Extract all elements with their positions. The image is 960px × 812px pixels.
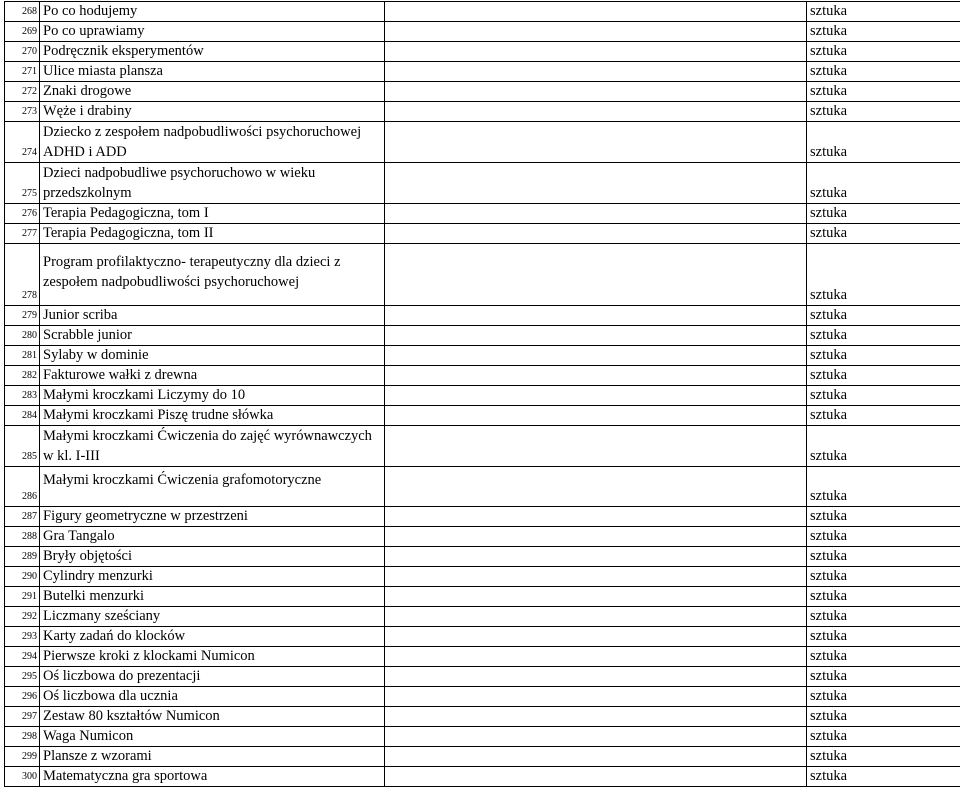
item-name: Dzieci nadpobudliwe psychoruchowo w wieku przedszkolnym <box>43 165 316 201</box>
empty-cell <box>385 727 807 747</box>
row-number: 275 <box>5 163 40 204</box>
unit-cell: sztuka <box>807 507 960 527</box>
table-row <box>5 727 960 747</box>
empty-cell <box>385 767 807 787</box>
item-name-cell <box>40 224 385 244</box>
table-row <box>5 306 960 326</box>
empty-cell <box>385 346 807 366</box>
empty-cell <box>385 567 807 587</box>
item-name: Terapia Pedagogiczna, tom II <box>43 225 214 241</box>
empty-cell <box>385 42 807 62</box>
item-name: Figury geometryczne w przestrzeni <box>43 508 248 524</box>
table-row <box>5 82 960 102</box>
unit-cell: sztuka <box>807 647 960 667</box>
item-name-cell <box>40 667 385 687</box>
unit-cell: sztuka <box>807 467 960 507</box>
unit-cell: sztuka <box>807 22 960 42</box>
item-name: Małymi kroczkami Ćwiczenia do zajęć wyrównawczych w kl. I-III <box>43 428 372 464</box>
empty-cell <box>385 527 807 547</box>
row-number: 298 <box>5 727 40 747</box>
item-name-cell <box>40 467 385 507</box>
unit-cell: sztuka <box>807 346 960 366</box>
item-name: Matematyczna gra sportowa <box>43 768 208 784</box>
table-row <box>5 647 960 667</box>
item-name-cell <box>40 366 385 386</box>
unit-cell: sztuka <box>807 426 960 467</box>
unit-cell: sztuka <box>807 527 960 547</box>
unit-cell: sztuka <box>807 567 960 587</box>
item-name-cell <box>40 747 385 767</box>
unit-cell: sztuka <box>807 42 960 62</box>
unit-cell: sztuka <box>807 62 960 82</box>
item-name: Oś liczbowa do prezentacji <box>43 668 201 684</box>
item-name: Oś liczbowa dla ucznia <box>43 688 178 704</box>
row-number: 294 <box>5 647 40 667</box>
table-row <box>5 547 960 567</box>
item-name: Ulice miasta plansza <box>43 63 163 79</box>
row-number: 300 <box>5 767 40 787</box>
table-row <box>5 22 960 42</box>
row-number: 283 <box>5 386 40 406</box>
unit-cell: sztuka <box>807 406 960 426</box>
item-name: Liczmany sześciany <box>43 608 161 624</box>
table-row <box>5 406 960 426</box>
table-row <box>5 767 960 787</box>
row-number: 291 <box>5 587 40 607</box>
empty-cell <box>385 707 807 727</box>
item-name: Program profilaktyczno- terapeutyczny dla dzieci z zespołem nadpobudliwości psychoruchowej <box>43 254 341 290</box>
empty-cell <box>385 122 807 163</box>
item-name: Gra Tangalo <box>43 528 115 544</box>
unit-cell: sztuka <box>807 224 960 244</box>
table-row <box>5 224 960 244</box>
empty-cell <box>385 406 807 426</box>
table-row <box>5 467 960 507</box>
row-number: 281 <box>5 346 40 366</box>
table-row <box>5 747 960 767</box>
item-name-cell <box>40 244 385 306</box>
item-name: Małymi kroczkami Liczymy do 10 <box>43 387 246 403</box>
unit-cell: sztuka <box>807 163 960 204</box>
row-number: 295 <box>5 667 40 687</box>
row-number: 287 <box>5 507 40 527</box>
row-number: 292 <box>5 607 40 627</box>
unit-cell: sztuka <box>807 204 960 224</box>
item-name-cell <box>40 607 385 627</box>
unit-cell: sztuka <box>807 547 960 567</box>
empty-cell <box>385 326 807 346</box>
item-name: Bryły objętości <box>43 548 133 564</box>
unit-cell: sztuka <box>807 306 960 326</box>
table-row <box>5 326 960 346</box>
unit-cell: sztuka <box>807 727 960 747</box>
item-name-cell <box>40 22 385 42</box>
table-row <box>5 42 960 62</box>
row-number: 271 <box>5 62 40 82</box>
unit-cell: sztuka <box>807 244 960 306</box>
empty-cell <box>385 667 807 687</box>
item-name: Pierwsze kroki z klockami Numicon <box>43 648 255 664</box>
row-number: 286 <box>5 467 40 507</box>
empty-cell <box>385 244 807 306</box>
row-number: 273 <box>5 102 40 122</box>
unit-cell: sztuka <box>807 366 960 386</box>
item-name-cell <box>40 326 385 346</box>
row-number: 293 <box>5 627 40 647</box>
item-name: Sylaby w dominie <box>43 347 149 363</box>
item-name: Butelki menzurki <box>43 588 145 604</box>
item-name: Małymi kroczkami Piszę trudne słówka <box>43 407 274 423</box>
item-name: Plansze z wzorami <box>43 748 152 764</box>
empty-cell <box>385 163 807 204</box>
unit-cell: sztuka <box>807 707 960 727</box>
item-name: Karty zadań do klocków <box>43 628 186 644</box>
item-name: Znaki drogowe <box>43 83 132 99</box>
item-name-cell <box>40 386 385 406</box>
item-name-cell <box>40 62 385 82</box>
table-row <box>5 567 960 587</box>
table-row <box>5 163 960 204</box>
unit-cell: sztuka <box>807 122 960 163</box>
item-name: Fakturowe wałki z drewna <box>43 367 198 383</box>
empty-cell <box>385 2 807 22</box>
table-row <box>5 102 960 122</box>
empty-cell <box>385 547 807 567</box>
unit-cell: sztuka <box>807 102 960 122</box>
table-row <box>5 244 960 306</box>
empty-cell <box>385 82 807 102</box>
unit-cell: sztuka <box>807 326 960 346</box>
empty-cell <box>385 22 807 42</box>
table-row <box>5 426 960 467</box>
table-row <box>5 366 960 386</box>
item-name: Małymi kroczkami Ćwiczenia grafomotoryczne <box>43 472 322 488</box>
row-number: 269 <box>5 22 40 42</box>
unit-cell: sztuka <box>807 747 960 767</box>
table-row <box>5 707 960 727</box>
row-number: 285 <box>5 426 40 467</box>
item-name-cell <box>40 306 385 326</box>
unit-cell: sztuka <box>807 687 960 707</box>
item-name-cell <box>40 42 385 62</box>
row-number: 278 <box>5 244 40 306</box>
row-number: 284 <box>5 406 40 426</box>
item-name: Junior scriba <box>43 307 118 323</box>
row-number: 297 <box>5 707 40 727</box>
unit-cell: sztuka <box>807 627 960 647</box>
row-number: 299 <box>5 747 40 767</box>
unit-cell: sztuka <box>807 767 960 787</box>
row-number: 274 <box>5 122 40 163</box>
item-name: Cylindry menzurki <box>43 568 153 584</box>
item-name: Węże i drabiny <box>43 103 132 119</box>
item-name: Po co uprawiamy <box>43 23 145 39</box>
empty-cell <box>385 306 807 326</box>
table-row <box>5 507 960 527</box>
item-name-cell <box>40 102 385 122</box>
item-name: Zestaw 80 kształtów Numicon <box>43 708 220 724</box>
empty-cell <box>385 102 807 122</box>
item-name-cell <box>40 122 385 163</box>
row-number: 270 <box>5 42 40 62</box>
table-row <box>5 607 960 627</box>
unit-cell: sztuka <box>807 587 960 607</box>
row-number: 268 <box>5 2 40 22</box>
unit-cell: sztuka <box>807 386 960 406</box>
table-row <box>5 667 960 687</box>
product-table <box>4 1 960 787</box>
item-name: Podręcznik eksperymentów <box>43 43 204 59</box>
table-row <box>5 527 960 547</box>
item-name-cell <box>40 687 385 707</box>
empty-cell <box>385 366 807 386</box>
row-number: 272 <box>5 82 40 102</box>
item-name-cell <box>40 587 385 607</box>
empty-cell <box>385 747 807 767</box>
item-name-cell <box>40 2 385 22</box>
table-row <box>5 122 960 163</box>
table-row <box>5 627 960 647</box>
item-name-cell <box>40 567 385 587</box>
item-name-cell <box>40 406 385 426</box>
item-name-cell <box>40 707 385 727</box>
row-number: 288 <box>5 527 40 547</box>
table-row <box>5 587 960 607</box>
row-number: 280 <box>5 326 40 346</box>
table-row <box>5 62 960 82</box>
row-number: 276 <box>5 204 40 224</box>
item-name: Scrabble junior <box>43 327 132 343</box>
row-number: 282 <box>5 366 40 386</box>
empty-cell <box>385 627 807 647</box>
empty-cell <box>385 647 807 667</box>
item-name: Terapia Pedagogiczna, tom I <box>43 205 209 221</box>
item-name-cell <box>40 204 385 224</box>
empty-cell <box>385 507 807 527</box>
row-number: 279 <box>5 306 40 326</box>
empty-cell <box>385 687 807 707</box>
item-name-cell <box>40 82 385 102</box>
table-row <box>5 346 960 366</box>
empty-cell <box>385 204 807 224</box>
item-name-cell <box>40 346 385 366</box>
item-name: Po co hodujemy <box>43 3 138 19</box>
item-name-cell <box>40 727 385 747</box>
product-table-body <box>5 2 960 787</box>
unit-cell: sztuka <box>807 2 960 22</box>
empty-cell <box>385 587 807 607</box>
item-name-cell <box>40 507 385 527</box>
item-name-cell <box>40 767 385 787</box>
item-name-cell <box>40 527 385 547</box>
item-name: Dziecko z zespołem nadpobudliwości psychoruchowej ADHD i ADD <box>43 124 362 160</box>
empty-cell <box>385 62 807 82</box>
item-name: Waga Numicon <box>43 728 134 744</box>
item-name-cell <box>40 426 385 467</box>
item-name-cell <box>40 647 385 667</box>
empty-cell <box>385 224 807 244</box>
unit-cell: sztuka <box>807 82 960 102</box>
row-number: 277 <box>5 224 40 244</box>
row-number: 289 <box>5 547 40 567</box>
unit-cell: sztuka <box>807 667 960 687</box>
row-number: 296 <box>5 687 40 707</box>
empty-cell <box>385 467 807 507</box>
item-name-cell <box>40 547 385 567</box>
item-name-cell <box>40 163 385 204</box>
empty-cell <box>385 607 807 627</box>
empty-cell <box>385 426 807 467</box>
table-row <box>5 687 960 707</box>
empty-cell <box>385 386 807 406</box>
item-name-cell <box>40 627 385 647</box>
table-row <box>5 2 960 22</box>
table-row <box>5 386 960 406</box>
row-number: 290 <box>5 567 40 587</box>
unit-cell: sztuka <box>807 607 960 627</box>
table-row <box>5 204 960 224</box>
